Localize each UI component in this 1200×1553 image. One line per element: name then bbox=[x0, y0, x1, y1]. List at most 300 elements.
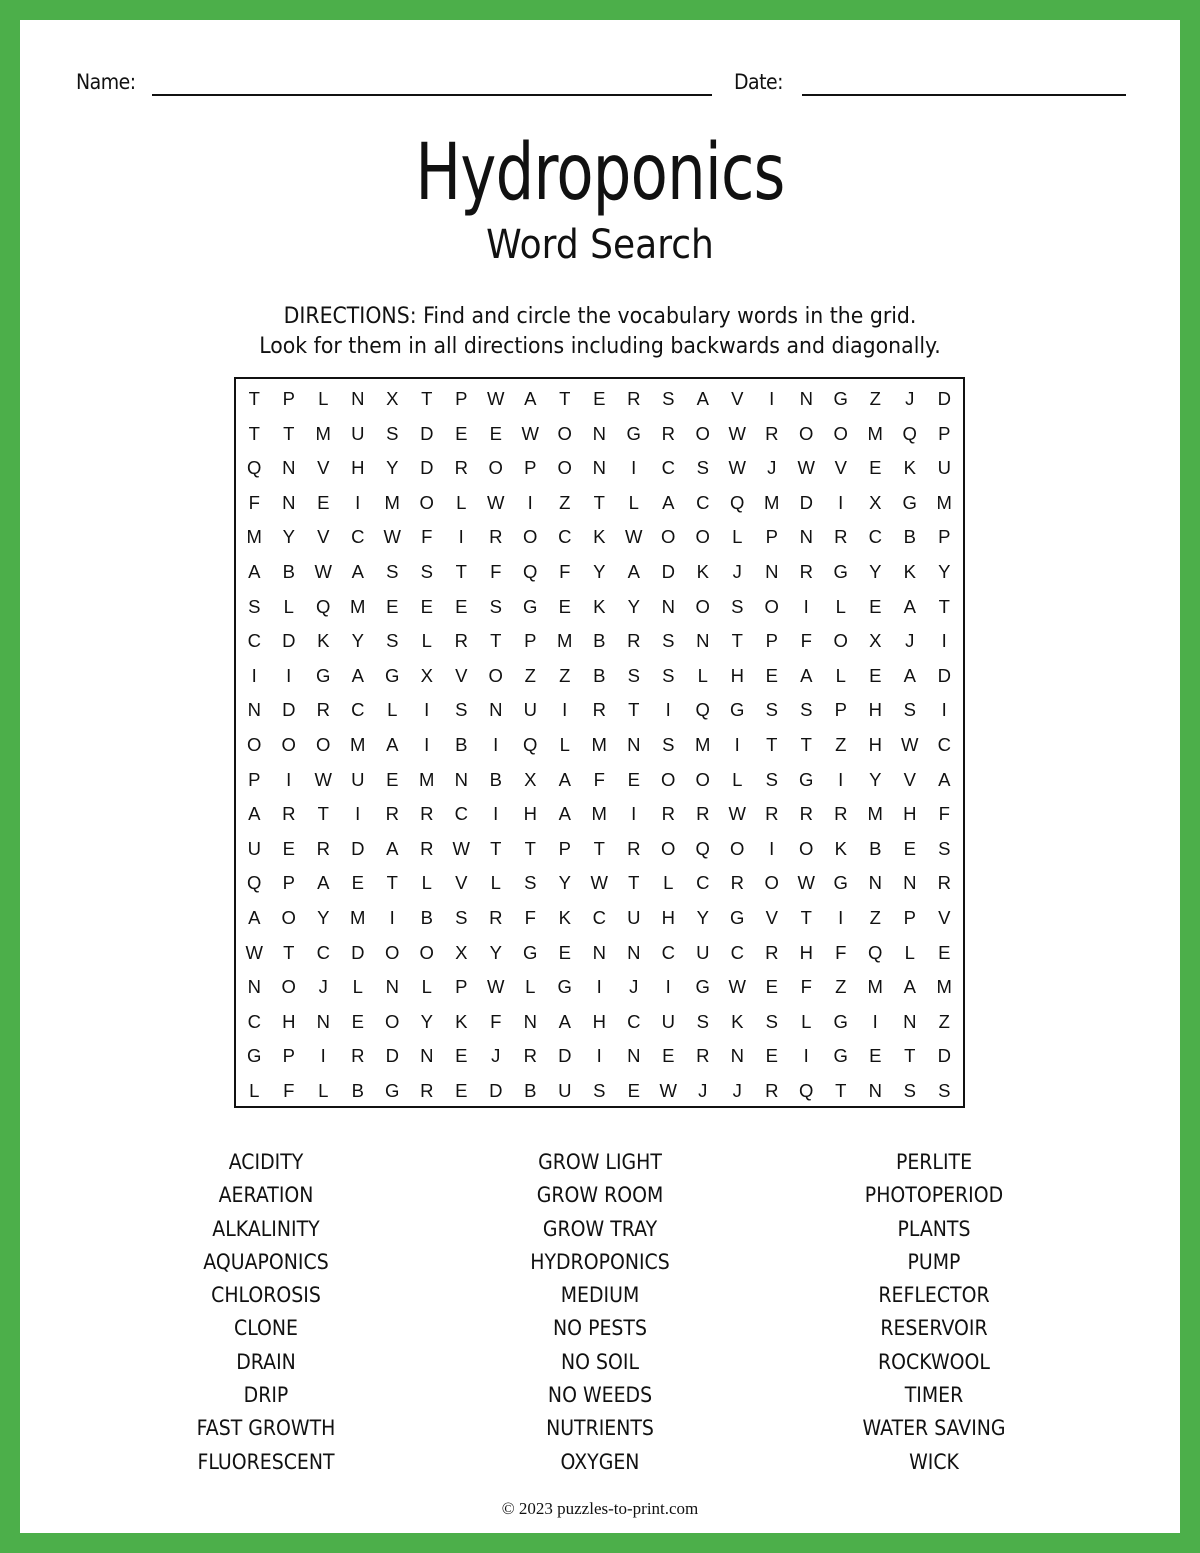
grid-cell[interactable]: N bbox=[627, 733, 641, 755]
grid-cell[interactable]: R bbox=[799, 803, 813, 825]
grid-cell[interactable]: A bbox=[248, 560, 261, 582]
grid-cell[interactable]: E bbox=[386, 595, 399, 617]
grid-cell[interactable]: W bbox=[521, 422, 539, 444]
grid-cell[interactable]: T bbox=[938, 595, 950, 617]
grid-cell[interactable]: O bbox=[730, 837, 745, 859]
grid-cell[interactable]: I bbox=[631, 803, 637, 825]
grid-cell[interactable]: S bbox=[662, 664, 675, 686]
grid-cell[interactable]: T bbox=[248, 422, 260, 444]
grid-cell[interactable]: G bbox=[902, 491, 917, 513]
grid-cell[interactable]: E bbox=[593, 388, 606, 409]
grid-cell[interactable]: R bbox=[454, 457, 468, 479]
grid-cell[interactable]: P bbox=[455, 388, 468, 409]
grid-cell[interactable]: W bbox=[487, 491, 505, 513]
grid-cell[interactable]: Z bbox=[524, 664, 536, 686]
grid-cell[interactable]: M bbox=[764, 491, 780, 513]
grid-cell[interactable]: I bbox=[838, 491, 844, 513]
grid-cell[interactable]: N bbox=[592, 422, 606, 444]
grid-cell[interactable]: K bbox=[593, 595, 606, 617]
grid-cell[interactable]: G bbox=[626, 422, 641, 444]
grid-cell[interactable]: V bbox=[903, 768, 916, 790]
grid-cell[interactable]: O bbox=[488, 664, 503, 686]
grid-cell[interactable]: N bbox=[316, 1010, 330, 1032]
grid-cell[interactable]: X bbox=[455, 941, 468, 963]
grid-cell[interactable]: B bbox=[351, 1079, 364, 1101]
grid-cell[interactable]: I bbox=[769, 388, 775, 409]
grid-cell[interactable]: K bbox=[317, 630, 330, 652]
grid-cell[interactable]: A bbox=[248, 803, 261, 825]
grid-cell[interactable]: J bbox=[318, 976, 328, 998]
grid-cell[interactable]: E bbox=[765, 1045, 778, 1067]
grid-cell[interactable]: F bbox=[800, 976, 812, 998]
grid-cell[interactable]: L bbox=[490, 872, 501, 894]
grid-cell[interactable]: H bbox=[351, 457, 365, 479]
grid-cell[interactable]: Z bbox=[869, 906, 881, 928]
grid-cell[interactable]: I bbox=[355, 491, 361, 513]
grid-cell[interactable]: M bbox=[419, 768, 435, 790]
grid-cell[interactable]: S bbox=[386, 560, 399, 582]
grid-cell[interactable]: L bbox=[421, 976, 432, 998]
grid-cell[interactable]: S bbox=[386, 422, 399, 444]
grid-cell[interactable]: E bbox=[903, 837, 916, 859]
grid-cell[interactable]: L bbox=[352, 976, 363, 998]
grid-cell[interactable]: I bbox=[424, 733, 430, 755]
grid-cell[interactable]: E bbox=[386, 768, 399, 790]
grid-cell[interactable]: C bbox=[937, 733, 951, 755]
grid-cell[interactable]: L bbox=[697, 664, 708, 686]
grid-cell[interactable]: C bbox=[730, 941, 744, 963]
grid-cell[interactable]: U bbox=[937, 457, 951, 479]
grid-cell[interactable]: L bbox=[421, 630, 432, 652]
grid-cell[interactable]: L bbox=[456, 491, 467, 513]
grid-cell[interactable]: N bbox=[627, 941, 641, 963]
grid-cell[interactable]: A bbox=[903, 664, 916, 686]
grid-cell[interactable]: S bbox=[765, 1010, 778, 1032]
grid-cell[interactable]: A bbox=[386, 733, 399, 755]
grid-cell[interactable]: V bbox=[731, 388, 744, 409]
grid-cell[interactable]: I bbox=[389, 906, 395, 928]
grid-cell[interactable]: W bbox=[659, 1079, 677, 1101]
grid-cell[interactable]: K bbox=[731, 1010, 744, 1032]
grid-cell[interactable]: C bbox=[351, 526, 365, 548]
grid-cell[interactable]: S bbox=[765, 768, 778, 790]
grid-cell[interactable]: B bbox=[489, 768, 502, 790]
grid-cell[interactable]: P bbox=[903, 906, 916, 928]
grid-cell[interactable]: S bbox=[524, 872, 537, 894]
grid-cell[interactable]: I bbox=[769, 837, 775, 859]
grid-cell[interactable]: H bbox=[592, 1010, 606, 1032]
grid-cell[interactable]: I bbox=[320, 1045, 326, 1067]
grid-cell[interactable]: N bbox=[592, 457, 606, 479]
grid-cell[interactable]: W bbox=[797, 872, 815, 894]
grid-cell[interactable]: W bbox=[728, 457, 746, 479]
grid-cell[interactable]: O bbox=[764, 872, 779, 894]
grid-cell[interactable]: R bbox=[937, 872, 951, 894]
grid-cell[interactable]: H bbox=[523, 803, 537, 825]
grid-cell[interactable]: R bbox=[454, 630, 468, 652]
grid-cell[interactable]: Q bbox=[523, 560, 538, 582]
grid-cell[interactable]: Y bbox=[282, 526, 295, 548]
grid-cell[interactable]: W bbox=[625, 526, 643, 548]
grid-cell[interactable]: V bbox=[317, 526, 330, 548]
grid-cell[interactable]: H bbox=[799, 941, 813, 963]
grid-cell[interactable]: P bbox=[524, 457, 537, 479]
grid-cell[interactable]: S bbox=[800, 699, 813, 721]
grid-cell[interactable]: I bbox=[493, 733, 499, 755]
grid-cell[interactable]: R bbox=[385, 803, 399, 825]
grid-cell[interactable]: I bbox=[596, 976, 602, 998]
grid-cell[interactable]: I bbox=[803, 595, 809, 617]
grid-cell[interactable]: W bbox=[901, 733, 919, 755]
grid-cell[interactable]: Y bbox=[696, 906, 709, 928]
grid-cell[interactable]: T bbox=[283, 941, 295, 963]
grid-cell[interactable]: G bbox=[799, 768, 814, 790]
grid-cell[interactable]: R bbox=[489, 906, 503, 928]
grid-cell[interactable]: R bbox=[696, 803, 710, 825]
grid-cell[interactable]: P bbox=[765, 630, 778, 652]
grid-cell[interactable]: A bbox=[558, 803, 571, 825]
grid-cell[interactable]: I bbox=[286, 768, 292, 790]
grid-cell[interactable]: Z bbox=[938, 1010, 950, 1032]
grid-cell[interactable]: Z bbox=[835, 976, 847, 998]
grid-cell[interactable]: S bbox=[938, 1079, 951, 1101]
grid-cell[interactable]: Y bbox=[351, 630, 364, 652]
grid-cell[interactable]: I bbox=[458, 526, 464, 548]
grid-cell[interactable]: T bbox=[904, 1045, 916, 1067]
grid-cell[interactable]: L bbox=[559, 733, 570, 755]
grid-cell[interactable]: A bbox=[351, 560, 364, 582]
grid-cell[interactable]: W bbox=[314, 768, 332, 790]
grid-cell[interactable]: C bbox=[661, 457, 675, 479]
grid-cell[interactable]: I bbox=[941, 699, 947, 721]
grid-cell[interactable]: L bbox=[249, 1079, 260, 1101]
grid-cell[interactable]: L bbox=[421, 872, 432, 894]
grid-cell[interactable]: A bbox=[696, 388, 709, 409]
grid-cell[interactable]: H bbox=[868, 699, 882, 721]
grid-cell[interactable]: M bbox=[867, 422, 883, 444]
grid-cell[interactable]: R bbox=[351, 1045, 365, 1067]
grid-cell[interactable]: P bbox=[248, 768, 261, 790]
grid-cell[interactable]: E bbox=[627, 1079, 640, 1101]
grid-cell[interactable]: E bbox=[869, 664, 882, 686]
grid-cell[interactable]: U bbox=[558, 1079, 572, 1101]
grid-cell[interactable]: R bbox=[730, 872, 744, 894]
grid-cell[interactable]: D bbox=[385, 1045, 399, 1067]
grid-cell[interactable]: O bbox=[695, 422, 710, 444]
grid-cell[interactable]: L bbox=[387, 699, 398, 721]
grid-cell[interactable]: R bbox=[765, 803, 779, 825]
grid-cell[interactable]: N bbox=[351, 388, 365, 409]
grid-cell[interactable]: U bbox=[661, 1010, 675, 1032]
grid-cell[interactable]: I bbox=[562, 699, 568, 721]
grid-cell[interactable]: T bbox=[248, 388, 260, 409]
grid-cell[interactable]: U bbox=[247, 837, 261, 859]
grid-cell[interactable]: C bbox=[627, 1010, 641, 1032]
grid-cell[interactable]: R bbox=[627, 388, 641, 409]
grid-cell[interactable]: D bbox=[937, 388, 951, 409]
grid-cell[interactable]: G bbox=[316, 664, 331, 686]
grid-cell[interactable]: I bbox=[596, 1045, 602, 1067]
grid-cell[interactable]: E bbox=[455, 1079, 468, 1101]
grid-cell[interactable]: V bbox=[455, 664, 468, 686]
grid-cell[interactable]: W bbox=[487, 388, 505, 409]
grid-cell[interactable]: O bbox=[799, 422, 814, 444]
grid-cell[interactable]: T bbox=[628, 872, 640, 894]
grid-cell[interactable]: C bbox=[661, 941, 675, 963]
grid-cell[interactable]: E bbox=[351, 872, 364, 894]
grid-cell[interactable]: Y bbox=[869, 768, 882, 790]
grid-cell[interactable]: V bbox=[834, 457, 847, 479]
grid-cell[interactable]: L bbox=[904, 941, 915, 963]
grid-cell[interactable]: Q bbox=[799, 1079, 814, 1101]
grid-cell[interactable]: E bbox=[765, 976, 778, 998]
grid-cell[interactable]: O bbox=[385, 941, 400, 963]
grid-cell[interactable]: Y bbox=[420, 1010, 433, 1032]
grid-cell[interactable]: A bbox=[248, 906, 261, 928]
grid-cell[interactable]: R bbox=[765, 422, 779, 444]
grid-cell[interactable]: N bbox=[385, 976, 399, 998]
grid-cell[interactable]: G bbox=[730, 906, 745, 928]
grid-cell[interactable]: L bbox=[732, 768, 743, 790]
grid-cell[interactable]: R bbox=[765, 941, 779, 963]
grid-cell[interactable]: A bbox=[386, 837, 399, 859]
grid-cell[interactable]: C bbox=[316, 941, 330, 963]
grid-cell[interactable]: M bbox=[246, 526, 262, 548]
grid-cell[interactable]: Z bbox=[869, 388, 881, 409]
grid-cell[interactable]: P bbox=[282, 388, 295, 409]
grid-cell[interactable]: G bbox=[557, 976, 572, 998]
grid-cell[interactable]: R bbox=[627, 837, 641, 859]
grid-cell[interactable]: M bbox=[591, 803, 607, 825]
grid-cell[interactable]: R bbox=[661, 803, 675, 825]
grid-cell[interactable]: B bbox=[455, 733, 468, 755]
grid-cell[interactable]: Q bbox=[695, 699, 710, 721]
grid-cell[interactable]: R bbox=[592, 699, 606, 721]
grid-cell[interactable]: S bbox=[662, 630, 675, 652]
grid-cell[interactable]: S bbox=[903, 1079, 916, 1101]
grid-cell[interactable]: N bbox=[247, 976, 261, 998]
grid-cell[interactable]: N bbox=[523, 1010, 537, 1032]
grid-cell[interactable]: E bbox=[317, 491, 330, 513]
grid-cell[interactable]: W bbox=[314, 560, 332, 582]
grid-cell[interactable]: F bbox=[524, 906, 536, 928]
grid-cell[interactable]: P bbox=[455, 976, 468, 998]
grid-cell[interactable]: B bbox=[524, 1079, 537, 1101]
grid-cell[interactable]: S bbox=[765, 699, 778, 721]
grid-cell[interactable]: I bbox=[665, 699, 671, 721]
grid-cell[interactable]: S bbox=[489, 595, 502, 617]
grid-cell[interactable]: X bbox=[869, 630, 882, 652]
grid-cell[interactable]: U bbox=[351, 768, 365, 790]
grid-cell[interactable]: A bbox=[903, 595, 916, 617]
grid-cell[interactable]: W bbox=[728, 803, 746, 825]
grid-cell[interactable]: V bbox=[938, 906, 951, 928]
grid-cell[interactable]: B bbox=[869, 837, 882, 859]
grid-cell[interactable]: F bbox=[835, 941, 847, 963]
grid-cell[interactable]: O bbox=[695, 526, 710, 548]
grid-cell[interactable]: X bbox=[386, 388, 399, 409]
grid-cell[interactable]: I bbox=[665, 976, 671, 998]
grid-cell[interactable]: J bbox=[629, 976, 639, 998]
grid-cell[interactable]: V bbox=[455, 872, 468, 894]
grid-cell[interactable]: C bbox=[247, 1010, 261, 1032]
grid-cell[interactable]: D bbox=[420, 457, 434, 479]
grid-cell[interactable]: W bbox=[487, 976, 505, 998]
grid-cell[interactable]: E bbox=[351, 1010, 364, 1032]
grid-cell[interactable]: B bbox=[593, 664, 606, 686]
grid-cell[interactable]: B bbox=[593, 630, 606, 652]
grid-cell[interactable]: S bbox=[731, 595, 744, 617]
grid-cell[interactable]: E bbox=[455, 595, 468, 617]
grid-cell[interactable]: I bbox=[355, 803, 361, 825]
grid-cell[interactable]: T bbox=[593, 491, 605, 513]
grid-cell[interactable]: W bbox=[452, 837, 470, 859]
grid-cell[interactable]: G bbox=[695, 976, 710, 998]
grid-cell[interactable]: P bbox=[282, 872, 295, 894]
grid-cell[interactable]: N bbox=[868, 1079, 882, 1101]
grid-cell[interactable]: O bbox=[281, 733, 296, 755]
grid-cell[interactable]: O bbox=[419, 941, 434, 963]
grid-cell[interactable]: N bbox=[627, 1045, 641, 1067]
grid-cell[interactable]: S bbox=[455, 699, 468, 721]
grid-cell[interactable]: D bbox=[420, 422, 434, 444]
grid-cell[interactable]: D bbox=[799, 491, 813, 513]
grid-cell[interactable]: M bbox=[350, 906, 366, 928]
grid-cell[interactable]: Q bbox=[247, 457, 262, 479]
grid-cell[interactable]: C bbox=[592, 906, 606, 928]
grid-cell[interactable]: T bbox=[421, 388, 433, 409]
grid-cell[interactable]: H bbox=[661, 906, 675, 928]
grid-cell[interactable]: Q bbox=[316, 595, 331, 617]
grid-cell[interactable]: D bbox=[661, 560, 675, 582]
grid-cell[interactable]: C bbox=[696, 872, 710, 894]
grid-cell[interactable]: S bbox=[662, 388, 675, 409]
grid-cell[interactable]: A bbox=[800, 664, 813, 686]
grid-cell[interactable]: T bbox=[800, 906, 812, 928]
grid-cell[interactable]: D bbox=[489, 1079, 503, 1101]
grid-cell[interactable]: S bbox=[662, 733, 675, 755]
grid-cell[interactable]: O bbox=[661, 768, 676, 790]
grid-cell[interactable]: E bbox=[869, 457, 882, 479]
grid-cell[interactable]: C bbox=[558, 526, 572, 548]
grid-cell[interactable]: R bbox=[799, 560, 813, 582]
grid-cell[interactable]: F bbox=[248, 491, 260, 513]
grid-cell[interactable]: I bbox=[803, 1045, 809, 1067]
grid-cell[interactable]: O bbox=[488, 457, 503, 479]
grid-cell[interactable]: H bbox=[903, 803, 917, 825]
grid-cell[interactable]: F bbox=[283, 1079, 295, 1101]
grid-cell[interactable]: J bbox=[732, 560, 742, 582]
grid-cell[interactable]: Q bbox=[868, 941, 883, 963]
grid-cell[interactable]: O bbox=[695, 768, 710, 790]
grid-cell[interactable]: I bbox=[251, 664, 257, 686]
grid-cell[interactable]: N bbox=[489, 699, 503, 721]
grid-cell[interactable]: P bbox=[938, 526, 951, 548]
grid-cell[interactable]: U bbox=[523, 699, 537, 721]
grid-cell[interactable]: O bbox=[695, 595, 710, 617]
grid-cell[interactable]: J bbox=[905, 388, 915, 409]
grid-cell[interactable]: F bbox=[593, 768, 605, 790]
grid-cell[interactable]: W bbox=[797, 457, 815, 479]
grid-cell[interactable]: P bbox=[282, 1045, 295, 1067]
grid-cell[interactable]: A bbox=[627, 560, 640, 582]
grid-cell[interactable]: S bbox=[593, 1079, 606, 1101]
grid-cell[interactable]: E bbox=[938, 941, 951, 963]
grid-cell[interactable]: M bbox=[867, 976, 883, 998]
grid-cell[interactable]: O bbox=[661, 526, 676, 548]
grid-cell[interactable]: S bbox=[420, 560, 433, 582]
grid-cell[interactable]: K bbox=[558, 906, 571, 928]
grid-cell[interactable]: A bbox=[524, 388, 537, 409]
grid-cell[interactable]: Y bbox=[869, 560, 882, 582]
grid-cell[interactable]: J bbox=[491, 1045, 501, 1067]
grid-cell[interactable]: G bbox=[833, 872, 848, 894]
grid-cell[interactable]: I bbox=[941, 630, 947, 652]
grid-cell[interactable]: T bbox=[386, 872, 398, 894]
grid-cell[interactable]: N bbox=[247, 699, 261, 721]
grid-cell[interactable]: T bbox=[559, 388, 571, 409]
grid-cell[interactable]: L bbox=[525, 976, 536, 998]
grid-cell[interactable]: Z bbox=[559, 664, 571, 686]
grid-cell[interactable]: A bbox=[558, 1010, 571, 1032]
grid-cell[interactable]: O bbox=[557, 422, 572, 444]
grid-cell[interactable]: Z bbox=[559, 491, 571, 513]
grid-cell[interactable]: E bbox=[869, 595, 882, 617]
grid-cell[interactable]: W bbox=[245, 941, 263, 963]
grid-cell[interactable]: E bbox=[558, 595, 571, 617]
grid-cell[interactable]: T bbox=[490, 837, 502, 859]
grid-cell[interactable]: Q bbox=[523, 733, 538, 755]
grid-cell[interactable]: P bbox=[524, 630, 537, 652]
grid-cell[interactable]: W bbox=[728, 422, 746, 444]
grid-cell[interactable]: R bbox=[316, 837, 330, 859]
grid-cell[interactable]: E bbox=[627, 768, 640, 790]
grid-cell[interactable]: F bbox=[490, 1010, 502, 1032]
grid-cell[interactable]: J bbox=[767, 457, 777, 479]
grid-cell[interactable]: E bbox=[869, 1045, 882, 1067]
grid-cell[interactable]: U bbox=[351, 422, 365, 444]
grid-cell[interactable]: C bbox=[454, 803, 468, 825]
grid-cell[interactable]: F bbox=[490, 560, 502, 582]
grid-cell[interactable]: L bbox=[283, 595, 294, 617]
grid-cell[interactable]: B bbox=[282, 560, 295, 582]
grid-cell[interactable]: H bbox=[730, 664, 744, 686]
grid-cell[interactable]: P bbox=[765, 526, 778, 548]
grid-cell[interactable]: M bbox=[350, 733, 366, 755]
grid-cell[interactable]: I bbox=[838, 906, 844, 928]
grid-cell[interactable]: O bbox=[281, 976, 296, 998]
grid-cell[interactable]: X bbox=[869, 491, 882, 513]
grid-cell[interactable]: D bbox=[937, 1045, 951, 1067]
grid-cell[interactable]: L bbox=[835, 595, 846, 617]
grid-cell[interactable]: N bbox=[592, 941, 606, 963]
grid-cell[interactable]: I bbox=[734, 733, 740, 755]
grid-cell[interactable]: O bbox=[661, 837, 676, 859]
grid-cell[interactable]: L bbox=[628, 491, 639, 513]
grid-cell[interactable]: I bbox=[493, 803, 499, 825]
grid-cell[interactable]: I bbox=[286, 664, 292, 686]
grid-cell[interactable]: T bbox=[490, 630, 502, 652]
grid-cell[interactable]: V bbox=[317, 457, 330, 479]
grid-cell[interactable]: R bbox=[420, 1079, 434, 1101]
grid-cell[interactable]: Y bbox=[317, 906, 330, 928]
grid-cell[interactable]: C bbox=[696, 491, 710, 513]
grid-cell[interactable]: G bbox=[833, 388, 848, 409]
grid-cell[interactable]: U bbox=[696, 941, 710, 963]
grid-cell[interactable]: G bbox=[833, 1045, 848, 1067]
grid-cell[interactable]: N bbox=[730, 1045, 744, 1067]
grid-cell[interactable]: L bbox=[732, 526, 743, 548]
